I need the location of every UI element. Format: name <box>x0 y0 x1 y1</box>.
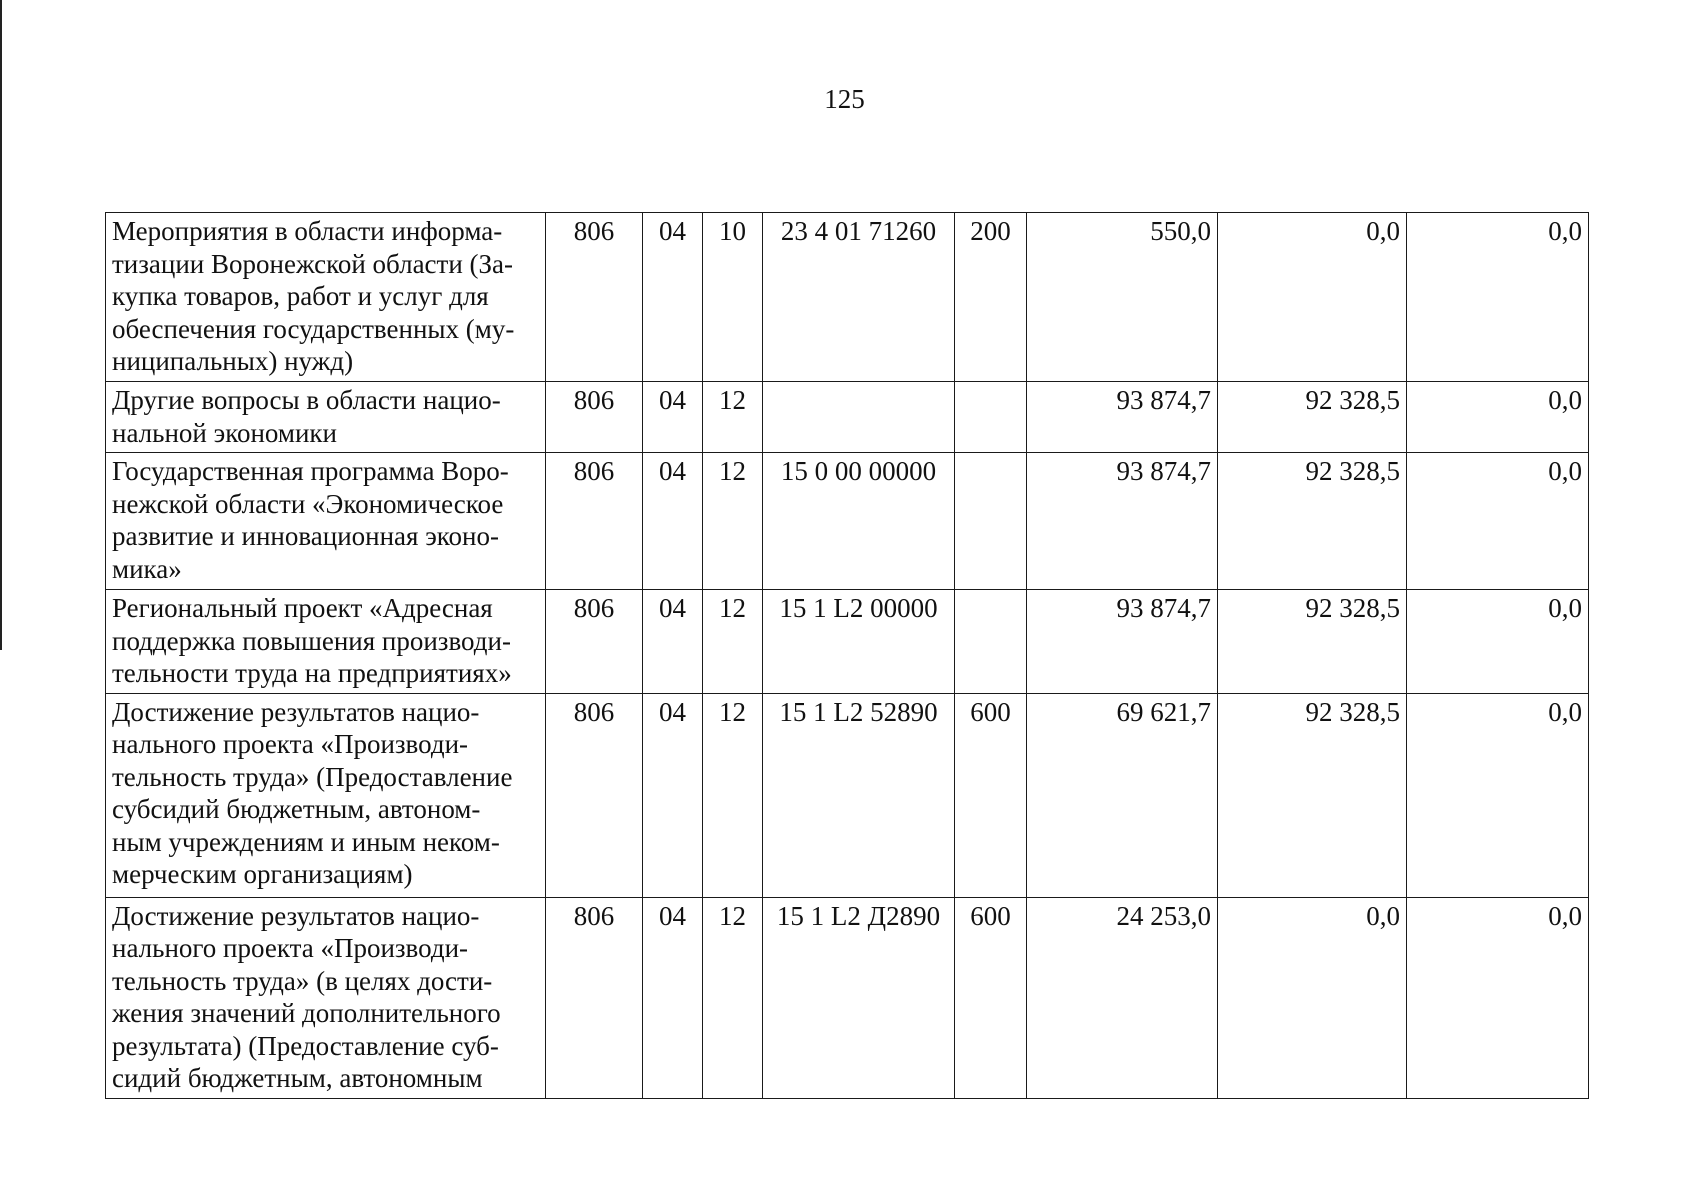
table-row <box>106 453 1589 590</box>
expense-type-cell <box>955 453 1027 590</box>
amount-year2-cell: 0,0 <box>1218 213 1407 382</box>
item-name-line: Мероприятия в области информа- <box>112 216 503 246</box>
item-name-line: поддержка повышения производи- <box>112 625 511 656</box>
amount-year3-cell: 0,0 <box>1407 382 1589 453</box>
target-article-cell: 15 1 L2 52890 <box>763 693 955 897</box>
item-name-cell <box>106 453 546 590</box>
subsection-code-cell: 12 <box>703 590 763 694</box>
amount-year2-cell: 92 328,5 <box>1218 382 1407 453</box>
amount-year1-cell: 24 253,0 <box>1027 897 1218 1098</box>
section-code-cell: 04 <box>643 897 703 1098</box>
item-name-cell <box>106 382 546 453</box>
item-name-line: купка товаров, работ и услуг для <box>112 281 489 311</box>
item-name-line: тельность труда» (Предоставление <box>112 761 513 792</box>
section-code-cell: 04 <box>643 453 703 590</box>
section-code-cell: 04 <box>643 382 703 453</box>
subsection-code-cell: 12 <box>703 897 763 1098</box>
item-name-line: Достижение результатов нацио- <box>112 900 480 931</box>
item-name-line: тельности труда на предприятиях» <box>112 658 512 688</box>
amount-year2-cell: 92 328,5 <box>1218 693 1407 897</box>
item-name-line: нального проекта «Производи- <box>112 933 469 963</box>
item-name-line: мика» <box>112 553 182 584</box>
glava-code-cell: 806 <box>546 693 643 897</box>
amount-year3-cell: 0,0 <box>1407 693 1589 897</box>
item-name-line: нального проекта «Производи- <box>112 729 469 759</box>
amount-year3-cell: 0,0 <box>1407 213 1589 382</box>
target-article-cell: 15 0 00 00000 <box>763 453 955 590</box>
item-name-line: Региональный проект «Адресная <box>112 593 493 623</box>
glava-code-cell: 806 <box>546 897 643 1098</box>
amount-year1-cell: 69 621,7 <box>1027 693 1218 897</box>
subsection-code-cell: 12 <box>703 382 763 453</box>
item-name-cell <box>106 693 546 897</box>
item-name-line: Другие вопросы в области нацио- <box>112 385 501 415</box>
expense-type-cell: 600 <box>955 897 1027 1098</box>
amount-year1-cell: 550,0 <box>1027 213 1218 382</box>
table-row <box>106 897 1589 1098</box>
item-name-line: тельность труда» (в целях дости- <box>112 965 493 996</box>
amount-year2-cell: 92 328,5 <box>1218 590 1407 694</box>
item-name-line: результата) (Предоставление суб- <box>112 1030 499 1061</box>
glava-code-cell: 806 <box>546 213 643 382</box>
item-name-line: жения значений дополнительного <box>112 998 501 1028</box>
item-name-line: нальной экономики <box>112 417 337 448</box>
item-name-line: сидий бюджетным, автономным <box>112 1063 483 1093</box>
item-name-line: нежской области «Экономическое <box>112 488 504 519</box>
amount-year1-cell: 93 874,7 <box>1027 590 1218 694</box>
item-name-line: развитие и инновационная эконо- <box>112 521 499 551</box>
amount-year2-cell: 92 328,5 <box>1218 453 1407 590</box>
item-name-line: обеспечения государственных (му- <box>112 313 515 344</box>
item-name-line: мерческим организациям) <box>112 859 413 889</box>
item-name-cell <box>106 590 546 694</box>
item-name-line: ниципальных) нужд) <box>112 346 354 376</box>
table-row <box>106 693 1589 897</box>
expense-type-cell <box>955 382 1027 453</box>
section-code-cell: 04 <box>643 590 703 694</box>
amount-year1-cell: 93 874,7 <box>1027 453 1218 590</box>
subsection-code-cell: 12 <box>703 693 763 897</box>
table-row <box>106 590 1589 694</box>
amount-year2-cell: 0,0 <box>1218 897 1407 1098</box>
table-body <box>106 213 1589 1099</box>
item-name-cell <box>106 897 546 1098</box>
amount-year3-cell: 0,0 <box>1407 453 1589 590</box>
amount-year1-cell: 93 874,7 <box>1027 382 1218 453</box>
expense-type-cell <box>955 590 1027 694</box>
target-article-cell: 23 4 01 71260 <box>763 213 955 382</box>
amount-year3-cell: 0,0 <box>1407 897 1589 1098</box>
section-code-cell: 04 <box>643 693 703 897</box>
subsection-code-cell: 12 <box>703 453 763 590</box>
budget-table <box>105 212 1589 1099</box>
table-row <box>106 382 1589 453</box>
item-name-line: тизации Воронежской области (За- <box>112 248 514 279</box>
item-name-line: Государственная программа Воро- <box>112 456 509 486</box>
target-article-cell: 15 1 L2 00000 <box>763 590 955 694</box>
item-name-line: Достижение результатов нацио- <box>112 696 480 727</box>
amount-year3-cell: 0,0 <box>1407 590 1589 694</box>
section-code-cell: 04 <box>643 213 703 382</box>
expense-type-cell: 600 <box>955 693 1027 897</box>
glava-code-cell: 806 <box>546 590 643 694</box>
item-name-cell <box>106 213 546 382</box>
glava-code-cell: 806 <box>546 382 643 453</box>
glava-code-cell: 806 <box>546 453 643 590</box>
item-name-line: субсидий бюджетным, автоном- <box>112 794 481 824</box>
page-number: 125 <box>824 84 865 114</box>
item-name-line: ным учреждениям и иным неком- <box>112 826 500 857</box>
subsection-code-cell: 10 <box>703 213 763 382</box>
expense-type-cell: 200 <box>955 213 1027 382</box>
table-row <box>106 213 1589 382</box>
target-article-cell <box>763 382 955 453</box>
target-article-cell: 15 1 L2 Д2890 <box>763 897 955 1098</box>
